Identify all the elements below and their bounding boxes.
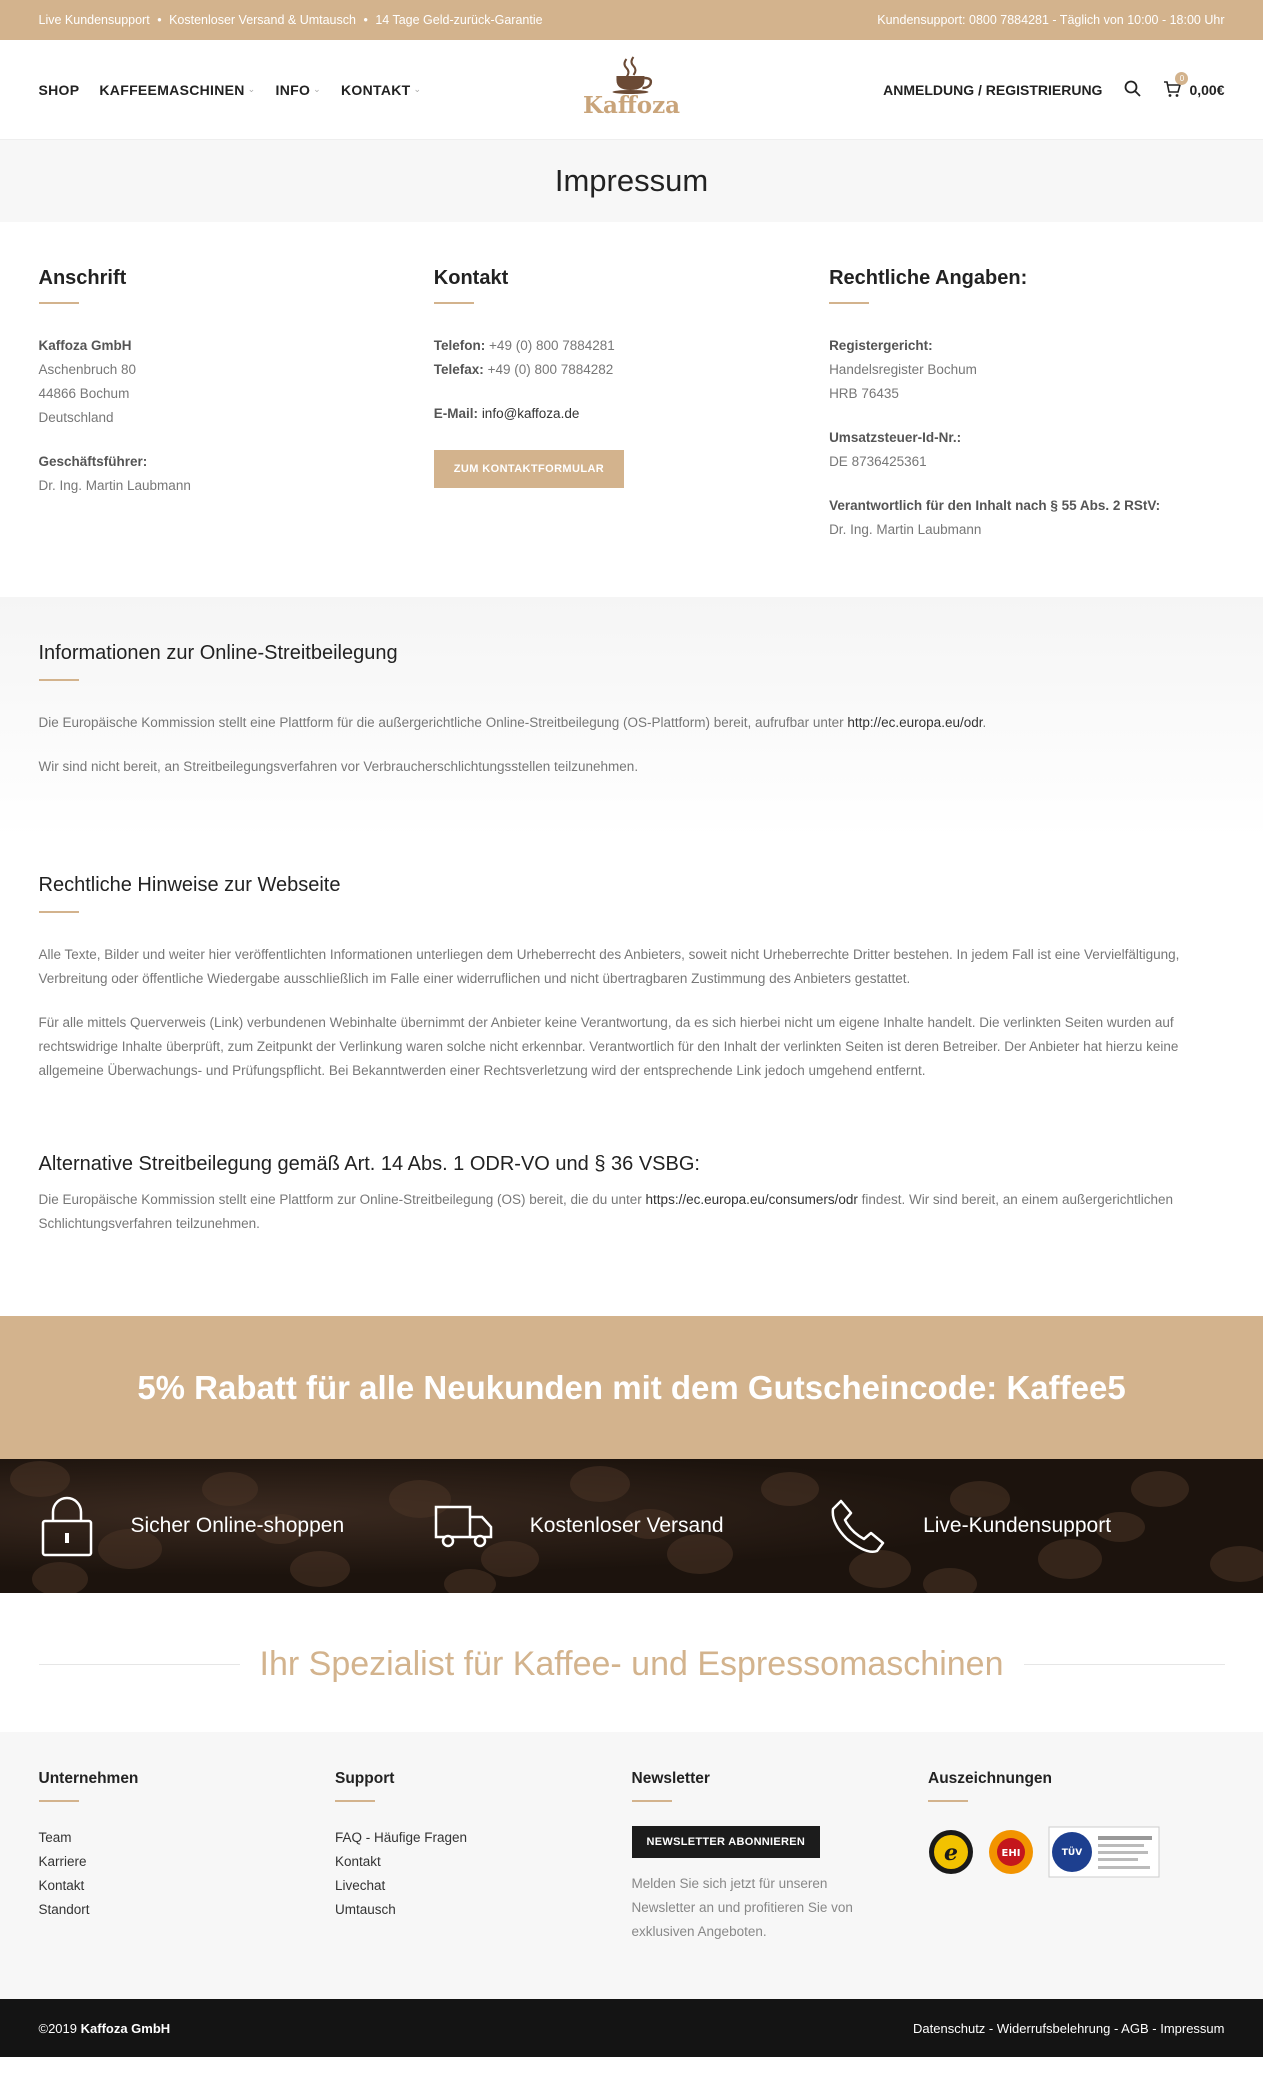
footer-heading: Newsletter	[631, 1770, 710, 1787]
responsible-block	[829, 494, 1224, 542]
footer-link-team[interactable]: Team	[38, 1830, 72, 1845]
feature-live-support	[829, 1497, 1224, 1555]
heading-separator	[829, 302, 869, 304]
svg-text:EHI: EHI	[1001, 1848, 1021, 1859]
email-link[interactable]: info@kaffoza.de	[481, 406, 580, 421]
footer-link-datenschutz[interactable]: Datenschutz	[913, 2020, 986, 2036]
legal-notes-heading: Rechtliche Hinweise zur Webseite	[38, 874, 341, 896]
vat-label: Umsatzsteuer-Id-Nr.:	[829, 430, 962, 445]
footer-link-impressum[interactable]: Impressum	[1160, 2020, 1225, 2036]
alt-text-end: findest. Wir sind bereit, an einem außergerichtlichen Schlichtungsverfahren teilzunehmen.	[38, 1192, 1174, 1231]
feature-label: Sicher Online-shoppen	[130, 1514, 345, 1537]
footer-company	[39, 1770, 336, 1944]
bottom-bar	[0, 1999, 1263, 2057]
contact-form-button[interactable]: ZUM KONTAKTFORMULAR	[434, 450, 624, 488]
topbar-usp-guarantee: 14 Tage Geld-zurück-Garantie	[375, 13, 543, 27]
vat-block	[829, 426, 1224, 474]
footer-heading: Support	[335, 1770, 395, 1787]
heading-separator	[39, 1800, 79, 1802]
vat-number: DE 8736425361	[829, 454, 927, 469]
link-separator: -	[1110, 2020, 1122, 2036]
page-title: Impressum	[554, 163, 709, 198]
features-strip	[0, 1459, 1263, 1593]
os-section	[0, 597, 1263, 839]
promo-banner	[0, 1316, 1263, 1459]
main-header	[0, 40, 1263, 140]
site-logo[interactable]	[583, 56, 680, 119]
heading-separator	[39, 911, 79, 913]
footer-awards	[928, 1770, 1225, 1944]
truck-icon	[434, 1503, 494, 1549]
email-label: E-Mail:	[433, 406, 479, 421]
award-badges	[928, 1826, 1225, 1878]
svg-text:e: e	[944, 1840, 958, 1866]
footer-heading: Auszeichnungen	[928, 1770, 1053, 1787]
feature-secure-shopping	[39, 1495, 434, 1557]
chevron-down-icon: ⌄	[247, 84, 256, 94]
footer-link-kontakt-support[interactable]: Kontakt	[335, 1854, 381, 1869]
os-paragraph-1	[39, 711, 1225, 735]
country: Deutschland	[38, 410, 114, 425]
top-bar	[0, 0, 1263, 40]
heading-separator	[39, 302, 79, 304]
link-separator: -	[1148, 2020, 1161, 2036]
alt-text: Die Europäische Kommission stellt eine Plattform zur Online-Streitbeilegung (OS) bereit, die du unter	[38, 1192, 646, 1207]
alt-dispute-section	[0, 1133, 1263, 1286]
feature-label: Kostenloser Versand	[529, 1514, 724, 1537]
legal-column	[829, 267, 1224, 542]
promo-text: 5% Rabatt für alle Neukunden mit dem Gutscheincode: Kaffee5	[137, 1368, 1126, 1406]
topbar-usps	[39, 13, 547, 27]
legal-heading: Rechtliche Angaben:	[829, 267, 1028, 289]
footer-link-livechat[interactable]: Livechat	[335, 1878, 386, 1893]
city: 44866 Bochum	[38, 386, 130, 401]
topbar-dot: •	[157, 13, 162, 27]
nav-item-info[interactable]	[276, 82, 322, 98]
footer-link-standort[interactable]: Standort	[38, 1902, 90, 1917]
fax-label: Telefax:	[433, 362, 484, 377]
email-block	[434, 402, 829, 426]
legal-notes-paragraph-2: Für alle mittels Querverweis (Link) verbundenen Webinhalte übernimmt der Anbieter keine Verantwortung, da es sich hierbei nicht um eigene Inhalte handelt. Die verlinkten Seiten wurden auf rechtswidrige Inhalte überprüft, zum Zeitpunkt der Verlinkung waren solche nicht erkennbar. Verantwortlich für den Inhalt der verlinkten Seiten ist deren Betreiber. Der Anbieter hat hierzu keine allgemeine Überwachungs- und Prüfungspflicht. Bei Bekanntwerden einer Rechtsverletzung wird der entsprechende Link jedoch umgehend entfernt.	[38, 1015, 1179, 1078]
slogan-text: Ihr Spezialist für Kaffee- und Espressomaschinen	[259, 1645, 1004, 1683]
address-column	[39, 267, 434, 542]
footer-link-faq[interactable]: FAQ - Häufige Fragen	[335, 1830, 468, 1845]
nav-item-kaffeemaschinen[interactable]	[99, 82, 255, 98]
court: Handelsregister Bochum	[829, 362, 977, 377]
newsletter-text: Melden Sie sich jetzt für unseren Newsletter an und profitieren Sie von exklusiven Angeboten.	[631, 1876, 853, 1939]
court-label: Registergericht:	[829, 338, 933, 353]
footer-support	[335, 1770, 632, 1944]
chevron-down-icon: ⌄	[413, 84, 422, 94]
alt-dispute-paragraph	[39, 1188, 1225, 1236]
topbar-usp-support: Live Kundensupport	[38, 13, 150, 27]
ceo-name: Dr. Ing. Martin Laubmann	[38, 478, 191, 493]
login-link[interactable]: ANMELDUNG / REGISTRIERUNG	[883, 81, 1103, 98]
nav-item-kontakt[interactable]	[341, 82, 421, 98]
footer-link-umtausch[interactable]: Umtausch	[335, 1902, 396, 1917]
cart-button[interactable]	[1163, 74, 1225, 98]
heading-separator	[928, 1800, 968, 1802]
copyright-company: Kaffoza GmbH	[80, 2020, 171, 2036]
chevron-down-icon: ⌄	[313, 84, 322, 94]
hrb-number: HRB 76435	[829, 386, 899, 401]
phone-icon	[829, 1497, 887, 1555]
footer-link-agb[interactable]: AGB	[1121, 2020, 1149, 2036]
topbar-hotline: Kundensupport: 0800 7884281 - Täglich von 10:00 - 18:00 Uhr	[877, 13, 1225, 27]
header-actions	[883, 74, 1225, 100]
cart-count-badge: 0	[1175, 72, 1188, 85]
feature-label: Live-Kundensupport	[923, 1514, 1112, 1537]
company-name: Kaffoza GmbH	[38, 338, 132, 353]
footer-newsletter	[632, 1770, 929, 1944]
slogan-section	[39, 1593, 1225, 1732]
legal-notes-paragraph-1: Alle Texte, Bilder und weiter hier veröffentlichten Informationen unterliegen dem Urheberrecht des Anbieters, soweit nicht Urheberrechte Dritter bestehen. In jedem Fall ist eine Vervielfältigung, Verbreitung oder öffentliche Wiedergabe ausschließlich im Falle einer widerruflichen und nicht übertragbaren Zustimmung des Anbieters gestattet.	[38, 947, 1180, 986]
divider	[1024, 1664, 1225, 1665]
register-block	[829, 334, 1224, 406]
nav-label: KAFFEEMASCHINEN	[99, 81, 245, 98]
search-icon	[1124, 80, 1141, 97]
consumers-odr-link[interactable]: https://ec.europa.eu/consumers/odr	[645, 1192, 858, 1207]
nav-label: INFO	[275, 81, 311, 98]
address-heading: Anschrift	[38, 267, 127, 289]
search-button[interactable]	[1124, 80, 1141, 100]
heading-separator	[632, 1800, 672, 1802]
phone-label: Telefon:	[433, 338, 486, 353]
nav-label: KONTAKT	[341, 81, 411, 98]
copyright-prefix: ©2019	[38, 2020, 81, 2036]
footer	[0, 1732, 1263, 1999]
footer-link-kontakt[interactable]: Kontakt	[38, 1878, 85, 1893]
legal-links	[913, 2021, 1224, 2036]
heading-separator	[39, 679, 79, 681]
os-text: Die Europäische Kommission stellt eine Plattform für die außergerichtliche Online-Streitbeilegung (OS-Plattform) bereit, aufrufbar unter	[38, 715, 848, 730]
ceo-label: Geschäftsführer:	[38, 454, 148, 469]
legal-notes-section	[0, 839, 1263, 1133]
footer-link-widerrufsbelehrung[interactable]: Widerrufsbelehrung	[996, 2020, 1111, 2036]
topbar-dot: •	[363, 13, 368, 27]
fax-number: +49 (0) 800 7884282	[487, 362, 614, 377]
ehi-badge[interactable]	[988, 1829, 1034, 1875]
alt-dispute-heading: Alternative Streitbeilegung gemäß Art. 14 Abs. 1 ODR-VO und § 36 VSBG:	[38, 1153, 700, 1175]
impressum-columns	[39, 222, 1225, 597]
contact-heading: Kontakt	[433, 267, 509, 289]
nav-label: SHOP	[38, 81, 80, 98]
ceo-block	[39, 450, 434, 498]
lock-icon	[39, 1495, 95, 1557]
os-paragraph-2: Wir sind nicht bereit, an Streitbeilegungsverfahren vor Verbraucherschlichtungsstellen teilzunehmen.	[38, 759, 639, 774]
copyright	[39, 2021, 171, 2036]
nav-item-shop[interactable]	[39, 82, 80, 98]
cart-total: 0,00€	[1189, 81, 1225, 98]
trusted-shops-badge[interactable]	[928, 1829, 974, 1875]
coffee-cup-icon	[606, 56, 656, 94]
heading-separator	[434, 302, 474, 304]
address-block	[39, 334, 434, 430]
main-nav	[39, 82, 422, 98]
phone-block	[434, 334, 829, 382]
footer-link-karriere[interactable]: Karriere	[38, 1854, 87, 1869]
newsletter-subscribe-button[interactable]: NEWSLETTER ABONNIEREN	[632, 1826, 821, 1858]
svg-text:TÜV: TÜV	[1061, 1848, 1083, 1858]
logo-text: Kaffoza	[582, 91, 681, 119]
link-separator: -	[985, 2020, 997, 2036]
odr-link[interactable]: http://ec.europa.eu/odr	[847, 715, 983, 730]
heading-separator	[335, 1800, 375, 1802]
feature-free-shipping	[434, 1503, 829, 1549]
divider	[39, 1664, 240, 1665]
phone-number: +49 (0) 800 7884281	[489, 338, 615, 353]
topbar-usp-shipping: Kostenloser Versand & Umtausch	[169, 13, 356, 27]
tuev-badge[interactable]	[1048, 1826, 1160, 1878]
contact-column	[434, 267, 829, 542]
page-title-bar	[0, 140, 1263, 222]
os-heading: Informationen zur Online-Streitbeilegung	[38, 642, 398, 664]
responsible-name: Dr. Ing. Martin Laubmann	[829, 522, 982, 537]
os-text-end: .	[982, 715, 987, 730]
street: Aschenbruch 80	[38, 362, 137, 377]
responsible-label: Verantwortlich für den Inhalt nach § 55 Abs. 2 RStV:	[829, 498, 1161, 513]
footer-heading: Unternehmen	[38, 1770, 139, 1787]
